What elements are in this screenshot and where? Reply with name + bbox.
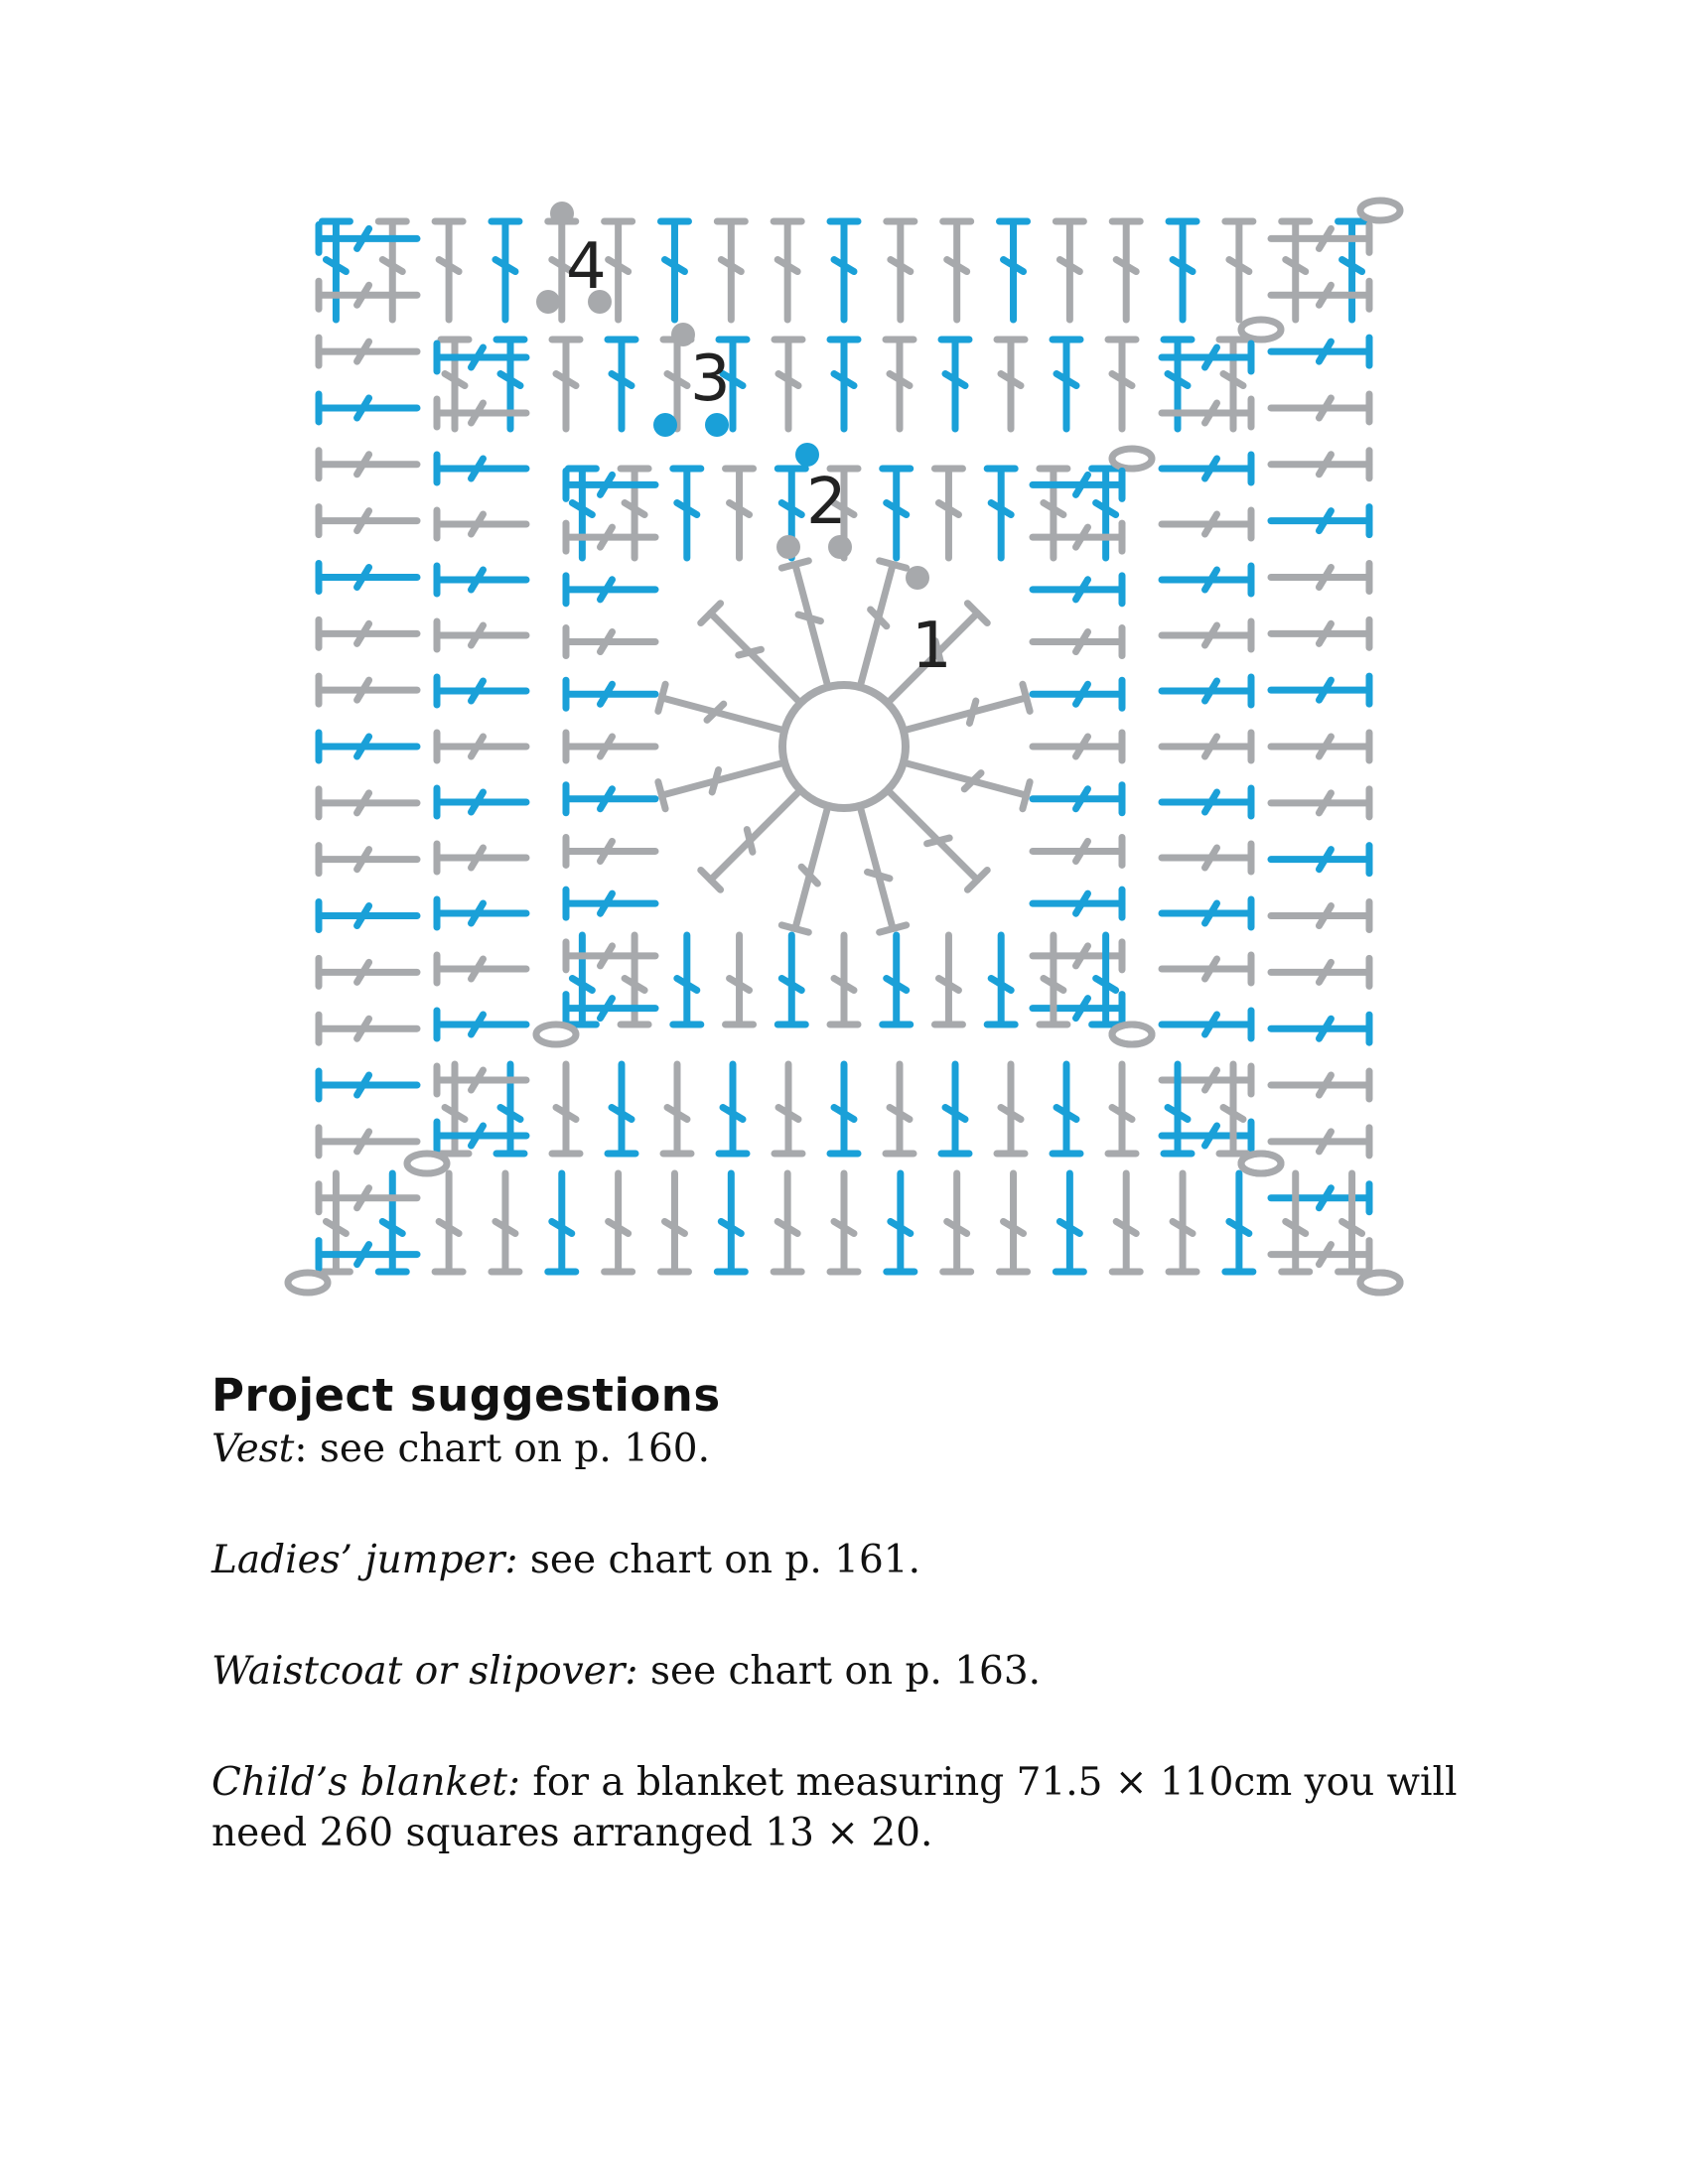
round-start-dot [550, 202, 574, 225]
stitch-top-bar [880, 925, 907, 932]
suggestion-waistcoat [211, 1646, 1502, 1697]
chain-oval [288, 1273, 328, 1293]
chain-oval [536, 1024, 576, 1044]
stitch-stem [711, 793, 798, 881]
stitch-crossbar [798, 614, 820, 620]
stitch-top-bar [658, 684, 665, 711]
suggestion-text: : see chart on p. 160. [294, 1427, 710, 1472]
magic-ring [782, 685, 906, 808]
suggestion-text: see chart on p. 161. [517, 1538, 920, 1583]
stitch-crossbar [927, 838, 950, 844]
suggestion-ladies-jumper [211, 1535, 1502, 1585]
suggestion-term: Ladies’ jumper: [211, 1538, 518, 1583]
chain-oval [1112, 1024, 1152, 1044]
round-start-dot [776, 535, 800, 559]
suggestion-vest [211, 1424, 1502, 1474]
suggestion-term: Waistcoat or slipover: [211, 1649, 638, 1695]
chain-oval [407, 1154, 447, 1173]
suggestion-text: see chart on p. 163. [637, 1649, 1042, 1695]
round-start-dot [653, 413, 677, 437]
chain-oval [1241, 1154, 1281, 1173]
stitch-top-bar [658, 782, 665, 809]
stitch-top-bar [1023, 684, 1030, 711]
round-label-3: 3 [690, 342, 731, 416]
stitch-crossbar [747, 830, 753, 853]
suggestion-term: Vest [211, 1427, 295, 1472]
stitch-top-bar [1023, 782, 1030, 809]
stitch-top-bar [781, 561, 808, 568]
stitch-stem [891, 793, 978, 881]
chain-oval [1112, 449, 1152, 469]
stitch-top-bar [880, 561, 907, 568]
project-suggestions-section [211, 1368, 1502, 1858]
round-start-dot [705, 413, 729, 437]
round-label-2: 2 [806, 466, 847, 539]
stitch-top-bar [781, 925, 808, 932]
suggestion-text: for a blanket measuring 71.5 × 110cm you will need 260 squares arranged 13 × 20. [211, 1760, 1458, 1856]
round-label-4: 4 [566, 230, 607, 304]
stitch-crossbar [739, 649, 762, 655]
suggestion-term: Child’s blanket: [211, 1760, 521, 1806]
stitch-crossbar [868, 872, 890, 878]
chain-oval [1360, 201, 1400, 220]
round-label-1: 1 [912, 610, 952, 683]
stitch-crossbar [712, 770, 718, 792]
round-start-dot [536, 290, 560, 314]
stitch-stem [711, 614, 798, 701]
suggestion-childs-blanket [211, 1757, 1502, 1858]
chain-oval [1360, 1273, 1400, 1293]
section-heading: Project suggestions [211, 1369, 721, 1422]
chain-oval [1241, 320, 1281, 340]
round-start-dot [795, 443, 819, 467]
round-start-dot [906, 566, 929, 590]
stitch-crossbar [969, 701, 975, 723]
